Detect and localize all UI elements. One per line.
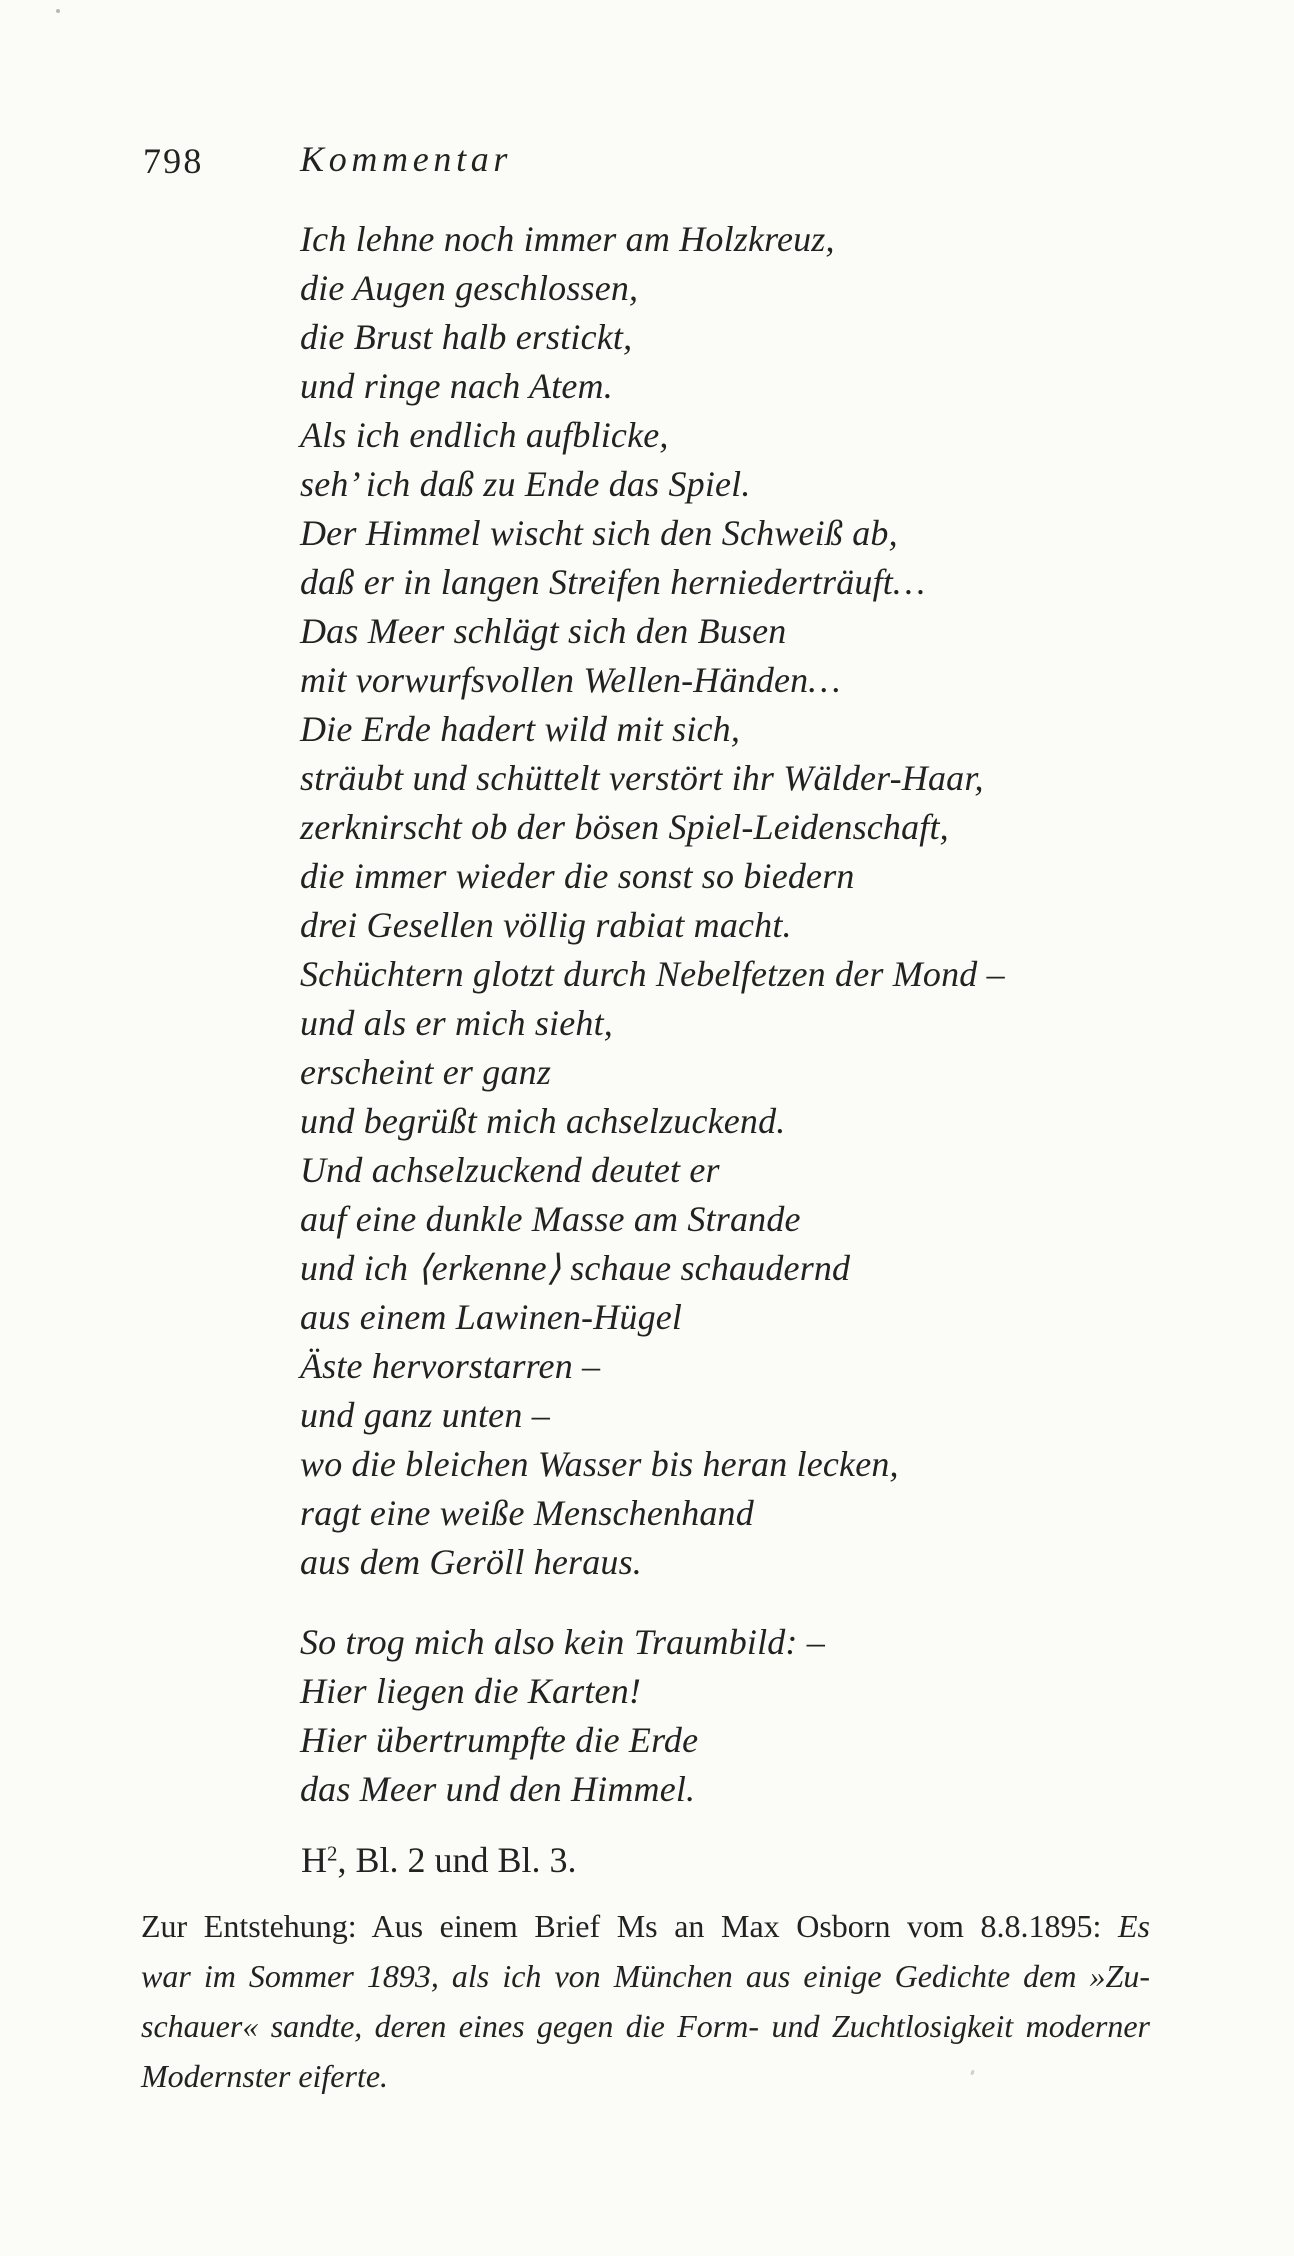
running-title: Kommentar	[300, 139, 513, 179]
poem-line: So trog mich also kein Traumbild: –	[300, 1622, 825, 1662]
poem-line: aus dem Geröll heraus.	[300, 1542, 642, 1582]
poem-line: mit vorwurfsvollen Wellen-Händen…	[300, 660, 841, 700]
poem-line: das Meer und den Himmel.	[300, 1769, 696, 1809]
poem-line: ragt eine weiße Menschenhand	[300, 1493, 754, 1533]
poem-line: Und achselzuckend deutet er	[300, 1150, 720, 1190]
poem-line: drei Gesellen völlig rabiat macht.	[300, 905, 792, 945]
commentary-paragraph	[141, 1901, 1150, 2101]
manuscript-note-text: , Bl. 2 und Bl. 3.	[337, 1840, 577, 1880]
commentary-italic-segment: Es	[1118, 1908, 1150, 1944]
poem-line: Hier übertrumpfte die Erde	[300, 1720, 699, 1760]
poem-line: auf eine dunkle Masse am Strande	[300, 1199, 801, 1239]
poem-line: sträubt und schüttelt verstört ihr Wälder-Haar,	[300, 758, 984, 798]
poem-line: Die Erde hadert wild mit sich,	[300, 709, 741, 749]
poem-line: und ich ⟨erkenne⟩ schaue schaudernd	[300, 1248, 851, 1288]
poem-line: zerknirscht ob der bösen Spiel-Leidenschaft,	[300, 807, 949, 847]
manuscript-siglum-superscript: 2	[327, 1841, 338, 1866]
poem-line: Als ich endlich aufblicke,	[300, 415, 669, 455]
poem-line: aus einem Lawinen-Hügel	[300, 1297, 683, 1337]
poem-line: Ich lehne noch immer am Holzkreuz,	[300, 219, 835, 259]
poem-line: die immer wieder die sonst so biedern	[300, 856, 855, 896]
commentary-line: Modernster eiferte.	[141, 2058, 389, 2094]
poem-line: Äste hervorstarren –	[300, 1346, 601, 1386]
poem-line: und als er mich sieht,	[300, 1003, 613, 1043]
poem-line: die Brust halb erstickt,	[300, 317, 633, 357]
poem-stanza-2	[300, 1618, 825, 1814]
poem-line: erscheint er ganz	[300, 1052, 552, 1092]
running-head	[0, 136, 1294, 186]
poem-line: und ganz unten –	[300, 1395, 550, 1435]
poem-line: und begrüßt mich achselzuckend.	[300, 1101, 786, 1141]
manuscript-note	[301, 1836, 576, 1885]
poem-line: Hier liegen die Karten!	[300, 1671, 642, 1711]
poem-stanza-1	[300, 215, 1005, 1587]
poem-line: Der Himmel wischt sich den Schweiß ab,	[300, 513, 898, 553]
poem-line: seh’ ich daß zu Ende das Spiel.	[300, 464, 751, 504]
poem-line: Das Meer schlägt sich den Busen	[300, 611, 787, 651]
manuscript-siglum: H	[301, 1840, 327, 1880]
poem-line: wo die bleichen Wasser bis heran lecken,	[300, 1444, 899, 1484]
poem-line: und ringe nach Atem.	[300, 366, 613, 406]
poem-line: daß er in langen Streifen herniederträuft…	[300, 562, 926, 602]
page-number: 798	[143, 141, 204, 181]
poem-line: die Augen geschlossen,	[300, 268, 639, 308]
scan-speck	[56, 9, 60, 13]
commentary-line	[141, 1901, 1150, 1951]
commentary-roman-segment: Zur Entstehung: Aus einem Brief Ms an Max Osborn vom 8.8.1895:	[141, 1908, 1118, 1944]
poem-line: Schüchtern glotzt durch Nebelfetzen der Mond –	[300, 954, 1005, 994]
commentary-line: war im Sommer 1893, als ich von München aus einige Gedichte dem »Zu-	[141, 1958, 1150, 1994]
commentary-line: schauer« sandte, deren eines gegen die Form- und Zuchtlosigkeit moderner	[141, 2008, 1150, 2044]
